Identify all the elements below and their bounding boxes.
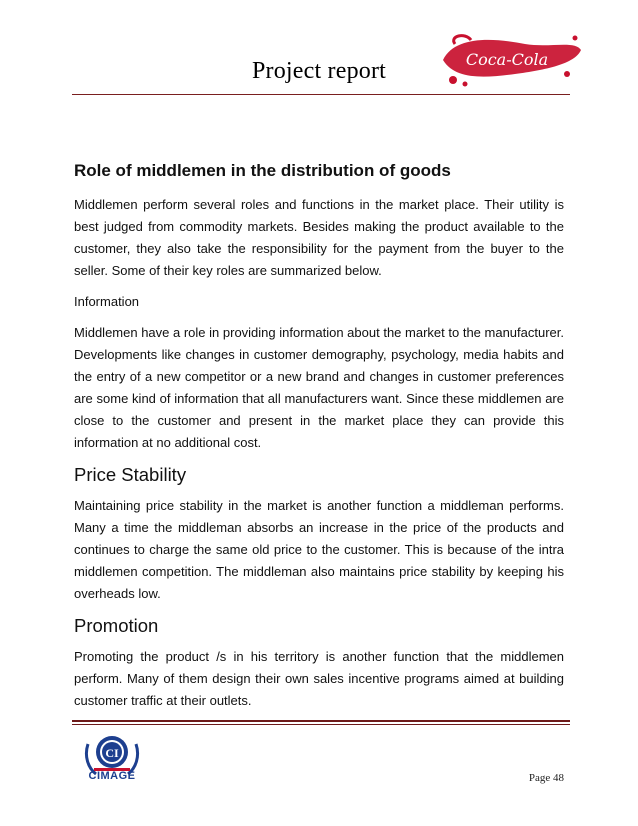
cimage-logo-text: CIMAGE xyxy=(88,770,136,782)
information-paragraph: Middlemen have a role in providing information about the market to the manufacturer. Developments like changes in customer demography, psychology, media habits and the entry of a new competitor or a new brand and changes in customer preferences are some kind of information that all manufacturers want. Since these middlemen are close to the customer and present in the market place they can provide this information at no additional cost. xyxy=(74,325,564,450)
cimage-logo xyxy=(82,728,142,796)
svg-text:Coca-Cola: Coca-Cola xyxy=(465,50,549,69)
section-title: Role of middlemen in the distribution of goods xyxy=(74,161,451,180)
page-number: Page 48 xyxy=(528,772,564,784)
svg-text:CI: CI xyxy=(105,746,119,760)
information-heading: Information xyxy=(74,294,140,309)
footer-rule-thick xyxy=(72,720,570,722)
price-stability-heading: Price Stability xyxy=(74,464,187,485)
intro-paragraph: Middlemen perform several roles and functions in the market place. Their utility is best judged from commodity markets. Besides making the product available to the customer, they also take the responsibility for the payment from the buyer to the seller. Some of their key roles are summarized below. xyxy=(74,197,564,278)
price-stability-paragraph: Maintaining price stability in the market is another function a middleman performs. Many a time the middleman absorbs an increase in the price of the products and continues to charge the same old price to the customer. This is because of the intra middlemen competition. The middleman also maintains price stability by keeping his overheads low. xyxy=(74,498,564,601)
promotion-heading: Promotion xyxy=(74,615,159,636)
footer-rule-thin xyxy=(72,724,570,725)
page-header-title: Project report xyxy=(251,58,387,84)
main-content xyxy=(74,160,564,721)
header-rule xyxy=(72,94,570,95)
promotion-paragraph: Promoting the product /s in his territory is another function that the middlemen perform. Many of them design their own sales incentive programs aimed at building customer traffic at their outlets. xyxy=(74,649,564,708)
coca-cola-logo xyxy=(435,30,585,88)
